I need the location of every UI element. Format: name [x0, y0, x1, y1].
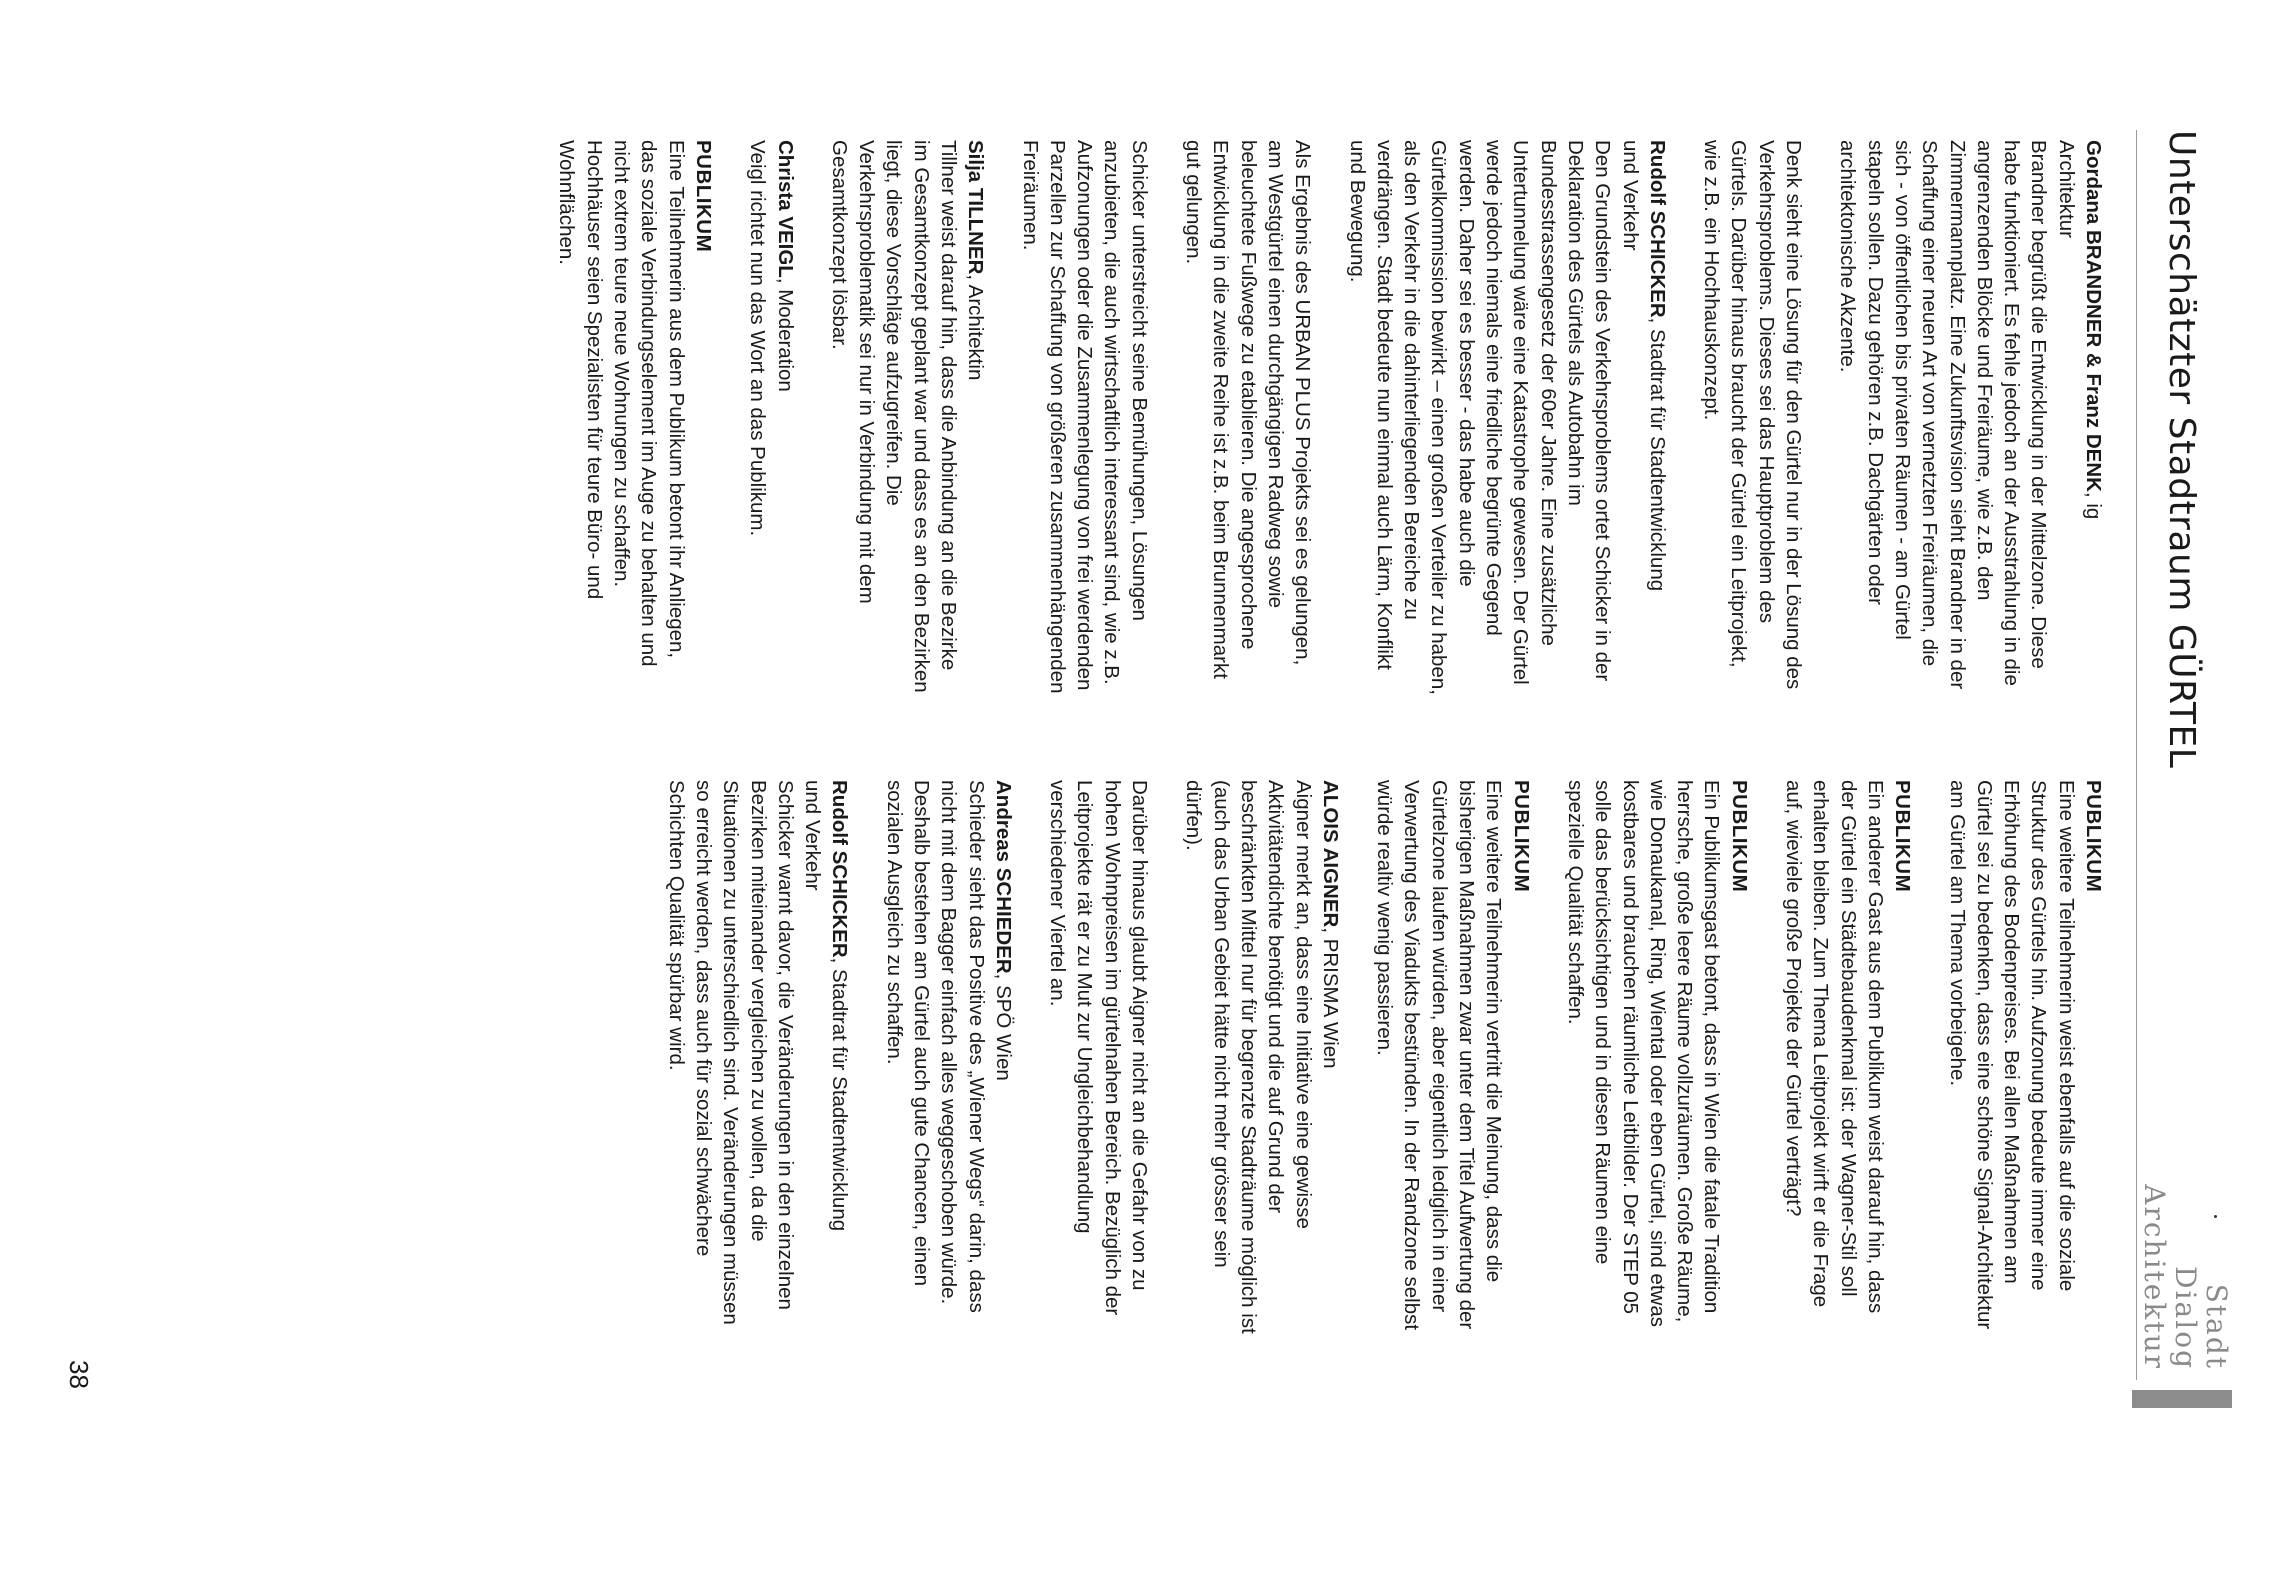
- text-block: [826, 140, 990, 695]
- brand-line: Stadt: [2200, 1283, 2233, 1370]
- section-heading: PUBLIKUM: [1727, 780, 1751, 893]
- speaker-role: , Moderation: [773, 277, 797, 392]
- speaker-name: ALOIS AIGNER: [1318, 780, 1342, 928]
- text-block: [1044, 780, 1344, 1335]
- paragraph: Darüber hinaus glaubt Aigner nicht an die Gefahr von zu hohen Wohnpreisen im gürtelnahen Bereich. Bezüglich der Leitprojekte rät er zu Mut zur Ungleichbehandlung verschiedener Viertel an.: [1046, 780, 1152, 1316]
- text-block: [1016, 140, 1671, 695]
- paragraph: Eine weitere Teilnehmerin vertritt die Meinung, dass die bisherigen Maßnahmen zwar unter dem Titel Aufwertung der Gürtelzone laufen würden, aber eigentlich lediglich in einer Verwertung des Viadukts bestünden. In der Randzone selbst würde realtiv wenig passieren.: [1373, 780, 1506, 1331]
- title-rule: [2136, 130, 2137, 1380]
- speaker-role-continued: und Verkehr: [801, 780, 825, 891]
- paragraph: Als Ergebnis des URBAN PLUS Projekts sei es gelungen, am Westgürtel einen durchgängigen Radweg sowie beleuchtete Fußwege zu etablieren. Die angesprochene Entwicklung in die zweite Reihe ist z.B. beim Brunnenmarkt gut gelungen.: [1182, 140, 1315, 679]
- section-heading: PUBLIKUM: [2082, 780, 2105, 893]
- text-block: [662, 780, 853, 1335]
- speaker-name: Andreas SCHIEDER: [991, 780, 1015, 974]
- paragraph: Schicker warnt davor, die Veränderungen in den einzelnen Bezirken miteinander vergleichen zu wollen, da die Situationen zu unterschiedlich sind. Veränderungen müssen so erreicht werden, dass auch für sozial schwächere Schichten Qualität spürbar wird.: [664, 780, 797, 1325]
- speaker-name: Christa VEIGL: [773, 140, 797, 278]
- brand-line: Dialog: [2169, 1266, 2202, 1370]
- brand-line: Architektur: [2138, 1184, 2171, 1370]
- text-block: [744, 140, 799, 695]
- section-heading: PUBLIKUM: [691, 140, 715, 253]
- paragraph: Veigl richtet nun das Wort an das Publikum.: [746, 140, 770, 537]
- speaker-role: , Stadtrat für Stadtentwicklung: [828, 957, 852, 1232]
- brand-logo: [2139, 1180, 2232, 1370]
- speaker-name: Silja TILLNER: [964, 140, 988, 275]
- text-block: [1698, 140, 2107, 695]
- section-heading: PUBLIKUM: [1509, 780, 1533, 893]
- left-column: [526, 140, 2107, 695]
- right-column: [635, 780, 2107, 1335]
- paragraph: Denk sieht eine Lösung für den Gürtel nur in der Lösung des Verkehrsproblems. Dieses sei das Hauptproblem des Gürtels. Darüber hinaus braucht der Gürtel ein Leitprojekt, wie z.B. ein Hochhauskonzept.: [1700, 140, 1806, 690]
- section-heading: PUBLIKUM: [1891, 780, 1915, 893]
- paragraph: Den Grundstein des Verkehrsproblems ortet Schicker in der Deklaration des Gürtels als Autobahn im Bundesstrassengesetz der 60er Jahre. Eine zusätzliche Untertunnelung wäre eine Katastrophe gewesen. Der Gürtel werde jedoch niemals eine friedliche begrünte Gegend werden. Daher sei es besser - das habe auch die Gürtelkommission bewirkt – einen großen Verteiler zu haben, als den Verkehr in die dahinterliegenden Bereiche zu verdrängen. Stadt bedeute nun einmal auch Lärm, Konflikt und Bewegung.: [1345, 140, 1615, 695]
- paragraph: Brandner begrüßt die Entwicklung in der Mittelzone. Diese habe funktioniert. Es fehle jedoch an der Ausstrahlung in die angrenzenden Blöcke und Freiräume, wie z.B. den Zimmermannplatz. Eine Zukunftsvision sieht Brandner in der Schaffung einer neuen Art von vernetzten Freiräumen, die sich - von öffentlichen bis privaten Räumen - am Gürtel stapeln sollen. Dazu gehören z.B. Dachgärten oder architektonische Akzente.: [1836, 140, 2051, 690]
- paragraph: Aigner merkt an, dass eine Initiative eine gewisse Aktivitätendichte benötigt und die auf Grund der beschränkten Mittel nur für begrenzte Stadträume möglich ist (auch das Urban Gebiet hätte nicht mehr grösser sein dürfen).: [1182, 780, 1315, 1334]
- paragraph: Ein Publikumsgast betont, dass in Wien die fatale Tradition herrsche, große leere Räume vollzuräumen. Große Räume, wie Donaukanal, Ring, Wiental oder eben Gürtel, sind etwas kostbares und brauchen räumliche Leitbilder. Der STEP 05 solle das berücksichtigen und in diesen Räumen eine spezielle Qualität schaffen.: [1563, 780, 1724, 1327]
- text-block: [1780, 780, 1916, 1335]
- page-number: 38: [64, 1360, 94, 1389]
- paragraph: Schicker unterstreicht seine Bemühungen, Lösungen anzubieten, die auch wirtschaftlich interessant sind, wie z.B. Aufzonungen oder die Zusammenlegung von frei werdenden Parzellen zur Schaffung von größeren zusammenhängenden Freiräumen.: [1018, 140, 1151, 694]
- text-block: [1562, 780, 1753, 1335]
- speaker-role: , PRISMA Wien: [1318, 927, 1342, 1069]
- speaker-line: [826, 780, 853, 1335]
- paragraph: Eine Teilnehmerin aus dem Publikum betont ihr Anliegen, das soziale Verbindungselement im Auge zu behalten und nicht extrem teure neue Wohnungen zu schaffen. Hochhäuser seien Spezialisten für teure Büro- und Wohnflächen.: [555, 140, 688, 667]
- speaker-role-continued: und Verkehr: [1618, 140, 1642, 251]
- speaker-line: [990, 780, 1017, 1335]
- speaker-line: [771, 140, 798, 695]
- brand-bar: [2132, 1390, 2232, 1408]
- text-block: [553, 140, 717, 695]
- speaker-name: Rudolf SCHICKER: [828, 780, 852, 958]
- speaker-role-continued: Architektur: [2054, 140, 2078, 238]
- speaker-role: , Stadtrat für Stadtentwicklung: [1645, 317, 1669, 592]
- speaker-line: [1644, 140, 1671, 695]
- paragraph: Schieder sieht das Positive des „Wiener Wegs“ darin, dass nicht mit dem Bagger einfach alles weggeschoben würde. Deshalb bestehen am Gürtel auch gute Chancen, einen sozialen Ausgleich zu schaffen.: [882, 780, 988, 1313]
- text-block: [1371, 780, 1535, 1335]
- speaker-line: [1317, 780, 1344, 1335]
- paragraph: Eine weitere Teilnehmerin weist ebenfalls auf die soziale Struktur des Gürtels hin. Aufzonung bedeute immer eine Erhöhung des Bodenpreises. Bei allen Maßnahmen am Gürtel sei zu bedenken, dass eine schöne Signal-Architektur am Gürtel am Thema vorbeigehe.: [1945, 780, 2078, 1330]
- speaker-line: [962, 140, 989, 695]
- speaker-name: Gordana BRANDNER & Franz DENK: [2082, 140, 2105, 492]
- text-block: [1943, 780, 2107, 1335]
- speaker-role: , Architektin: [964, 274, 988, 381]
- speaker-role: , SPÖ Wien: [991, 973, 1015, 1081]
- page-title: Unterschätzter Stadtraum GÜRTEL: [2161, 130, 2202, 769]
- speaker-name: Rudolf SCHICKER: [1645, 140, 1669, 318]
- speaker-role: , ig: [2082, 491, 2105, 520]
- paragraph: Ein anderer Gast aus dem Publikum weist darauf hin, dass der Gürtel ein Städtebaudenkmal ist: der Wagner-Stil soll erhalten bleiben. Zum Thema Leitprojekt wirft er die Frage auf, wieviele große Projekte der Gürtel verträgt?: [1782, 780, 1887, 1314]
- paragraph: Tillner weist darauf hin, dass die Anbindung an die Bezirke im Gesamtkonzept geplant war und dass es an den Bezirken liegt, diese Vorschläge aufzugreifen. Die Verkehrsproblematik sei nur in Verbindung mit dem Gesamtkonzept lösbar.: [827, 140, 961, 693]
- text-block: [880, 780, 1016, 1335]
- speaker-line: [2080, 140, 2107, 695]
